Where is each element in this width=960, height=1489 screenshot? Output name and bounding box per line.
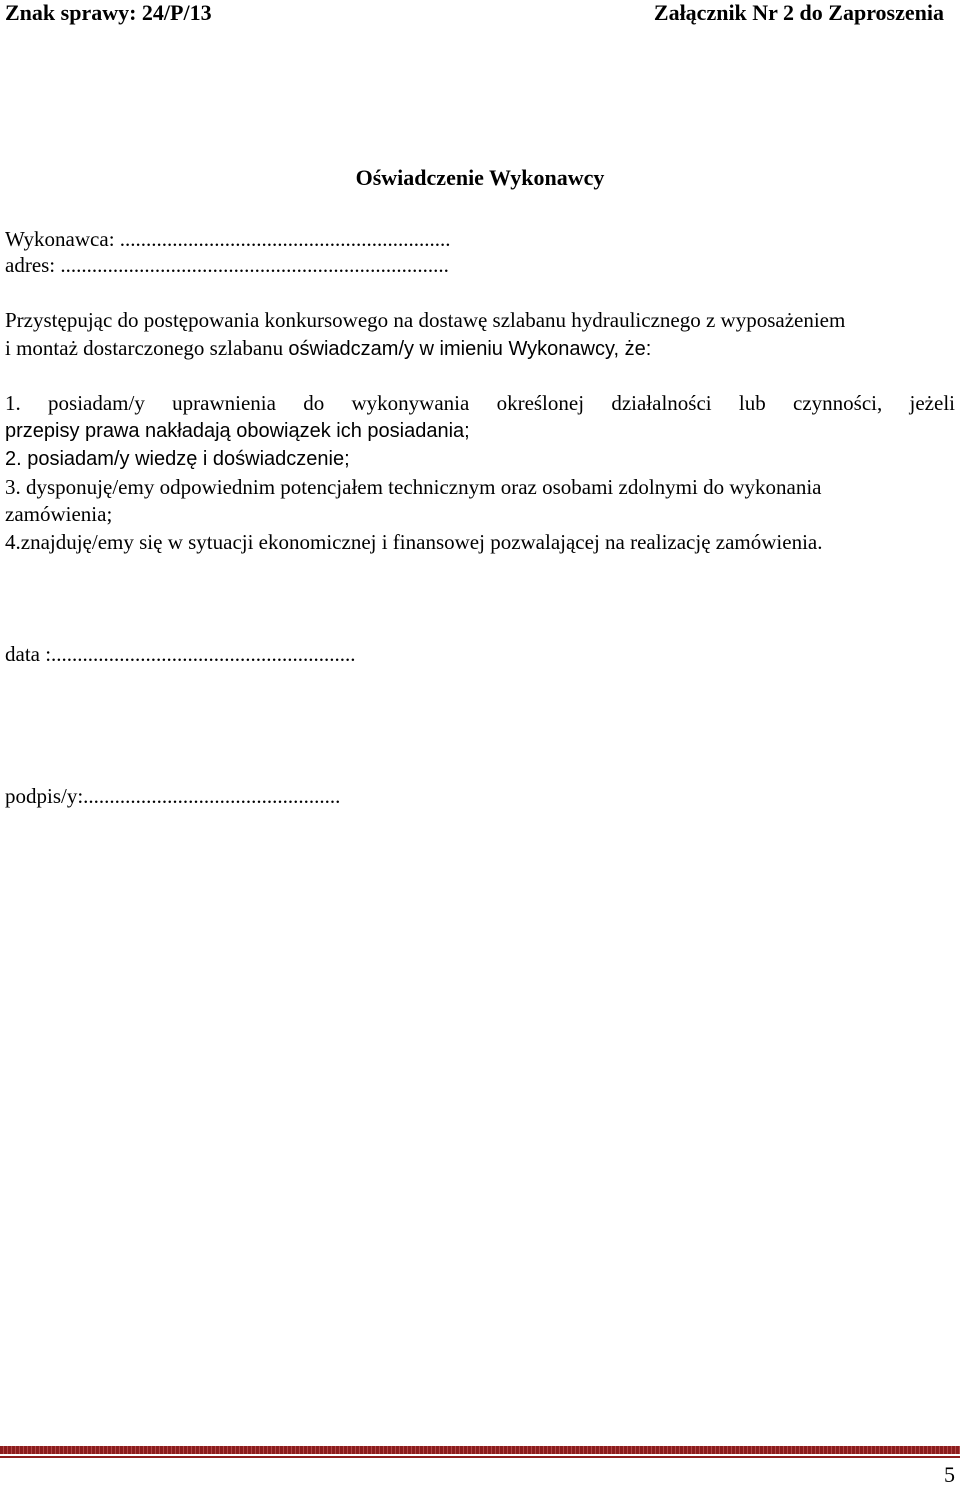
item-3-line-1: 3. dysponuję/emy odpowiednim potencjałem technicznym oraz osobami zdolnymi do wykonania xyxy=(5,475,822,499)
item-4: 4.znajduję/emy się w sytuacji ekonomicznej i finansowej pozwalającej na realizację zamówienia. xyxy=(5,530,823,554)
item-2: 2. posiadam/y wiedzę i doświadczenie; xyxy=(5,448,350,470)
document-title: Oświadczenie Wykonawcy xyxy=(355,165,605,190)
item-3-line-2: zamówienia; xyxy=(5,502,113,526)
case-number: Znak sprawy: 24/P/13 xyxy=(5,0,212,25)
item-1-line-2: przepisy prawa nakładają obowiązek ich posiadania; xyxy=(5,420,470,442)
footer-rule-thin xyxy=(0,1456,960,1458)
footer-rule xyxy=(0,1446,960,1454)
contractor-field: Wykonawca: ............................................................... xyxy=(5,227,451,251)
address-field: adres: .......................................................................... xyxy=(5,253,449,277)
intro-line-2-serif: i montaż dostarczonego szlabanu xyxy=(5,336,289,360)
page-header xyxy=(5,0,944,30)
intro-line-1: Przystępując do postępowania konkursowego na dostawę szlabanu hydraulicznego z wyposażeniem xyxy=(5,308,846,332)
item-1-line-1: 1. posiadam/y uprawnienia do wykonywania określonej działalności lub czynności, jeżeli xyxy=(5,391,955,415)
page-number: 5 xyxy=(944,1462,955,1487)
signature-field: podpis/y:................................................. xyxy=(5,784,341,808)
attachment-label: Załącznik Nr 2 do Zaproszenia xyxy=(653,0,944,25)
date-field: data :.......................................................... xyxy=(5,642,356,666)
intro-line-2-sans: oświadczam/y w imieniu Wykonawcy, że: xyxy=(288,338,652,360)
intro-line-2 xyxy=(5,335,651,362)
